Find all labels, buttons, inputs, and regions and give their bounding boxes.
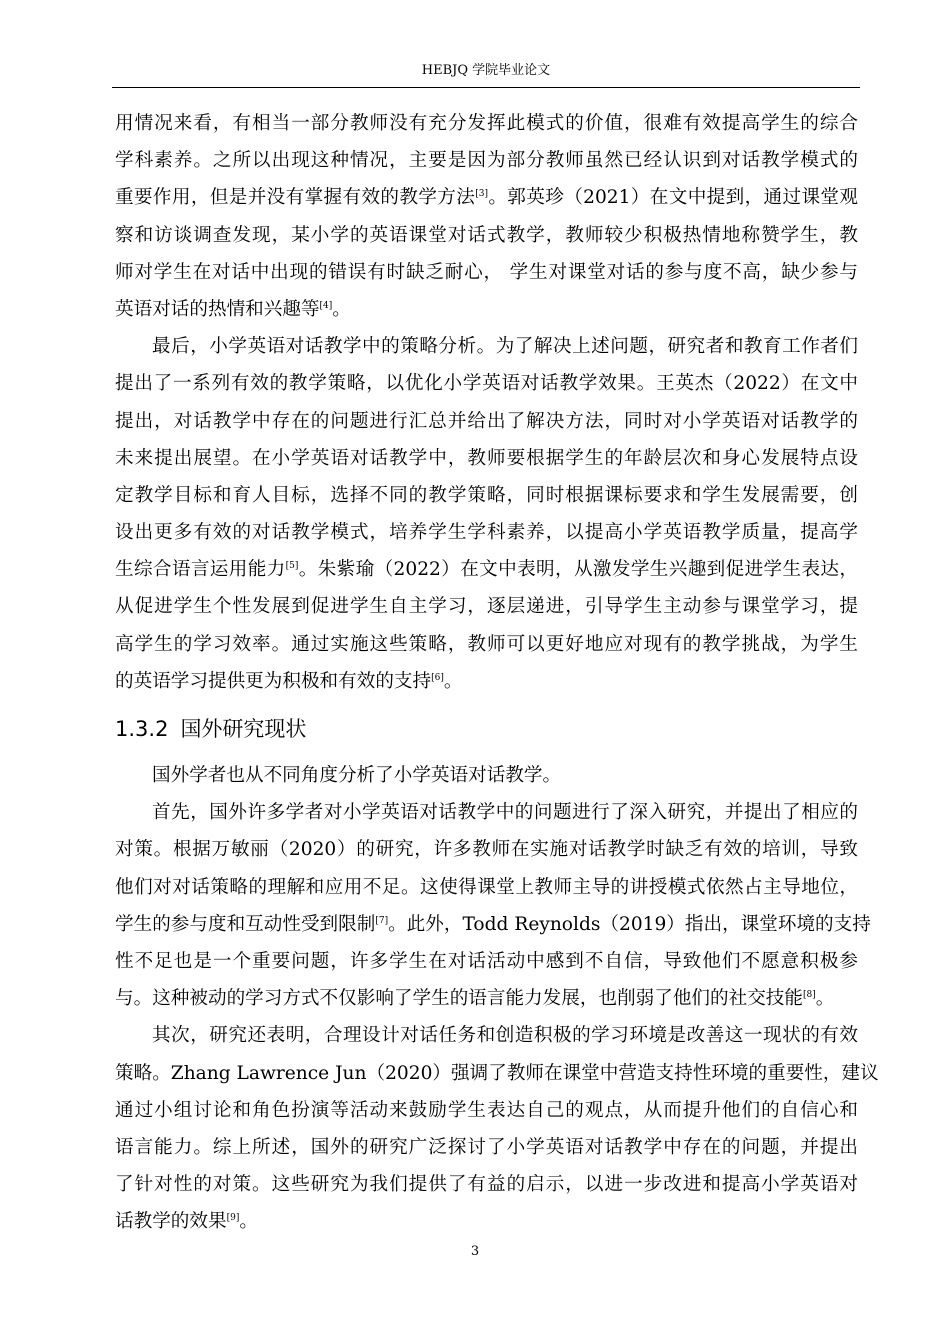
text-segment: 生综合语言运用能力 bbox=[115, 559, 286, 581]
page-header: HEBJQ 学院毕业论文 bbox=[421, 63, 551, 78]
text-line: 用情况来看，有相当一部分教师没有充分发挥此模式的价值，很难有效提高学生的综合 bbox=[115, 113, 858, 134]
text-segment: 。此外，Todd Reynolds（2019）指出，课堂环境的支持 bbox=[388, 913, 871, 935]
text-line: 通过小组讨论和角色扮演等活动来鼓励学生表达自己的观点，从而提升他们的自信心和 bbox=[115, 1099, 858, 1121]
text-line: 性不足也是一个重要问题，许多学生在对话活动中感到不自信，导致他们不愿意积极参 bbox=[115, 950, 858, 972]
text-segment: 话教学的效果 bbox=[115, 1211, 227, 1233]
text-line: 语言能力。综上所述，国外的研究广泛探讨了小学英语对话教学中存在的问题，并提出 bbox=[115, 1136, 858, 1158]
text-line: 提出，对话教学中存在的问题进行汇总并给出了解决方法，同时对小学英语对话教学的 bbox=[115, 410, 858, 432]
text-line: 策略。Zhang Lawrence Jun（2020）强调了教师在课堂中营造支持性环境的重要性，建议 bbox=[115, 1062, 879, 1084]
text-segment: 。 bbox=[815, 988, 835, 1010]
citation-9: [9] bbox=[226, 1213, 240, 1224]
text-line bbox=[115, 291, 858, 328]
text-line: 最后，小学英语对话教学中的策略分析。为了解决上述问题，研究者和教育工作者们 bbox=[152, 336, 858, 358]
section-title: 国外研究现状 bbox=[180, 717, 307, 741]
citation-4: [4] bbox=[319, 300, 333, 311]
citation-5: [5] bbox=[285, 561, 299, 572]
text-segment: 。 bbox=[239, 1211, 258, 1233]
text-line: 高学生的学习效率。通过实施这些策略，教师可以更好地应对现有的教学挑战，为学生 bbox=[115, 633, 858, 655]
text-line: 他们对对话策略的理解和应用不足。这使得课堂上教师主导的讲授模式依然占主导地位， bbox=[115, 876, 858, 898]
body-text bbox=[115, 105, 879, 1240]
text-line bbox=[115, 179, 858, 216]
text-line: 师对学生在对话中出现的错误有时缺乏耐心， 学生对课堂对话的参与度不高，缺少参与 bbox=[115, 261, 858, 283]
paragraph-3 bbox=[115, 757, 858, 794]
text-line bbox=[115, 980, 858, 1017]
paragraph-4 bbox=[115, 794, 871, 1017]
text-segment: 与。这种被动的学习方式不仅影响了学生的语言能力发展，也削弱了他们的社交技能 bbox=[115, 988, 803, 1010]
text-line: 从促进学生个性发展到促进学生自主学习，逐层递进，引导学生主动参与课堂学习，提 bbox=[115, 596, 858, 618]
text-line: 未来提出展望。在小学英语对话教学中，教师要根据学生的年龄层次和身心发展特点设 bbox=[115, 447, 858, 469]
paragraph-5 bbox=[115, 1017, 879, 1240]
text-line: 首先，国外许多学者对小学英语对话教学中的问题进行了深入研究，并提出了相应的 bbox=[152, 802, 858, 824]
text-line: 提出了一系列有效的教学策略，以优化小学英语对话教学效果。王英杰（2022）在文中 bbox=[115, 373, 858, 395]
text-segment: 重要作用，但是并没有掌握有效的教学方法 bbox=[115, 187, 476, 209]
text-segment: 学生的参与度和互动性受到限制 bbox=[115, 913, 376, 935]
citation-3: [3] bbox=[475, 189, 488, 200]
text-line bbox=[115, 551, 858, 588]
text-segment: 。朱紫瑜（2022）在文中表明，从激发学生兴趣到促进学生表达， bbox=[298, 559, 858, 581]
text-line: 察和访谈调查发现，某小学的英语课堂对话式教学，教师较少积极热情地称赞学生，教 bbox=[115, 224, 858, 246]
citation-6: [6] bbox=[431, 672, 444, 683]
paragraph-2 bbox=[115, 328, 858, 700]
text-line: 设出更多有效的对话教学模式，培养学生学科素养，以提高小学英语教学质量，提高学 bbox=[115, 522, 858, 544]
section-number: 1.3.2 bbox=[115, 717, 169, 741]
header-divider bbox=[112, 87, 860, 88]
paragraph-1 bbox=[115, 105, 858, 328]
citation-8: [8] bbox=[802, 989, 816, 1000]
section-heading bbox=[115, 700, 858, 757]
text-line: 国外学者也从不同角度分析了小学英语对话教学。 bbox=[152, 765, 562, 786]
text-line: 学科素养。之所以出现这种情况，主要是因为部分教师虽然已经认识到对话教学模式的 bbox=[115, 150, 858, 172]
text-line bbox=[115, 1203, 858, 1240]
text-segment: 。 bbox=[443, 670, 463, 692]
text-line: 其次，研究还表明，合理设计对话任务和创造积极的学习环境是改善这一现状的有效 bbox=[152, 1025, 858, 1047]
text-segment: 的英语学习提供更为积极和有效的支持 bbox=[115, 670, 432, 692]
text-segment: 英语对话的热情和兴趣等 bbox=[115, 298, 320, 320]
citation-7: [7] bbox=[375, 915, 389, 926]
page-number: 3 bbox=[470, 1244, 480, 1259]
text-line bbox=[115, 663, 858, 700]
text-line: 定教学目标和育人目标，选择不同的教学策略，同时根据课标要求和学生发展需要，创 bbox=[115, 484, 858, 506]
text-segment: 。 bbox=[332, 298, 351, 320]
text-line: 了针对性的对策。这些研究为我们提供了有益的启示，以进一步改进和提高小学英语对 bbox=[115, 1174, 858, 1196]
text-segment: 。郭英珍（2021）在文中提到，通过课堂观 bbox=[487, 187, 858, 209]
text-line: 对策。根据万敏丽（2020）的研究，许多教师在实施对话教学时缺乏有效的培训，导致 bbox=[115, 839, 858, 861]
text-line bbox=[115, 906, 871, 943]
